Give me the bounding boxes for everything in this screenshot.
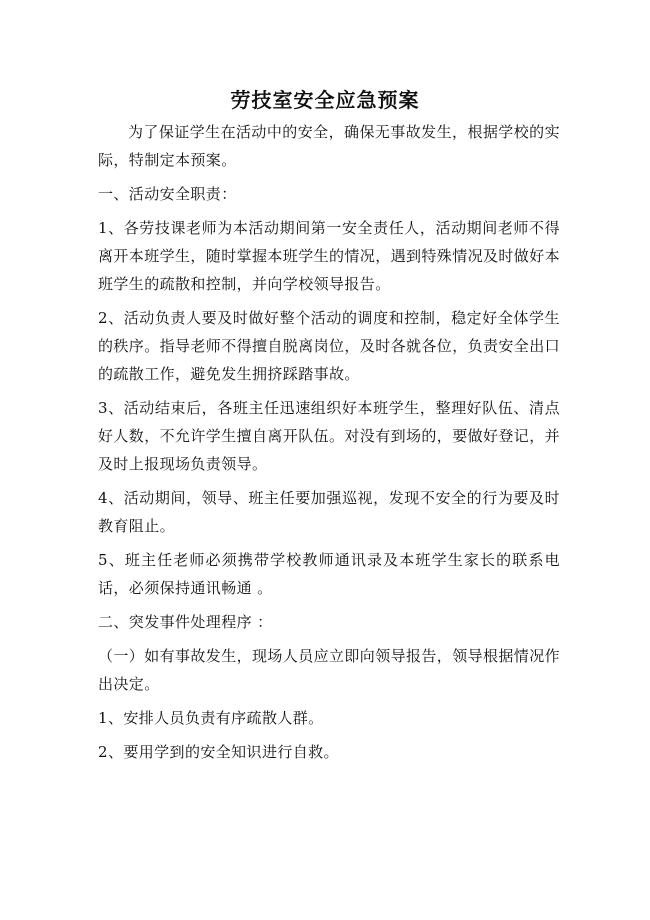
intro-paragraph: 为了保证学生在活动中的安全，确保无事故发生，根据学校的实际，特制定本预案。 bbox=[98, 123, 560, 169]
responsibility-item: 5、班主任老师必须携带学校教师通讯录及本班学生家长的联系电话，必须保持通讯畅通 。 bbox=[98, 551, 560, 597]
responsibility-item: 1、各劳技课老师为本活动期间第一安全责任人，活动期间老师不得离开本班学生，随时掌握本班学生的情况，遇到特殊情况及时做好本班学生的疏散和控制，并向学校领导报告。 bbox=[98, 219, 561, 293]
emergency-step: 2、要用学到的安全知识进行自救。 bbox=[98, 743, 339, 761]
section-heading-responsibilities: 一、活动安全职责： bbox=[98, 185, 237, 203]
responsibility-item: 2、活动负责人要及时做好整个活动的调度和控制，稳定好全体学生的秩序。指导老师不得擅自脱离岗位，及时各就各位，负责安全出口的疏散工作，避免发生拥挤踩踏事故。 bbox=[98, 309, 561, 383]
emergency-subsection: （一）如有事故发生，现场人员应立即向领导报告，领导根据情况作出决定。 bbox=[98, 647, 561, 693]
section-heading-emergency-procedure: 二、突发事件处理程序 ： bbox=[98, 613, 273, 631]
responsibility-item: 3、活动结束后，各班主任迅速组织好本班学生，整理好队伍、清点好人数，不允许学生擅自离开队伍。对没有到场的，要做好登记，并及时上报现场负责领导。 bbox=[98, 399, 561, 473]
responsibility-item: 4、活动期间，领导、班主任要加强巡视，发现不安全的行为要及时教育阻止。 bbox=[98, 489, 560, 535]
document-title: 劳技室安全应急预案 bbox=[230, 88, 420, 112]
document-body bbox=[98, 118, 560, 772]
emergency-step: 1、安排人员负责有序疏散人群。 bbox=[98, 709, 324, 727]
